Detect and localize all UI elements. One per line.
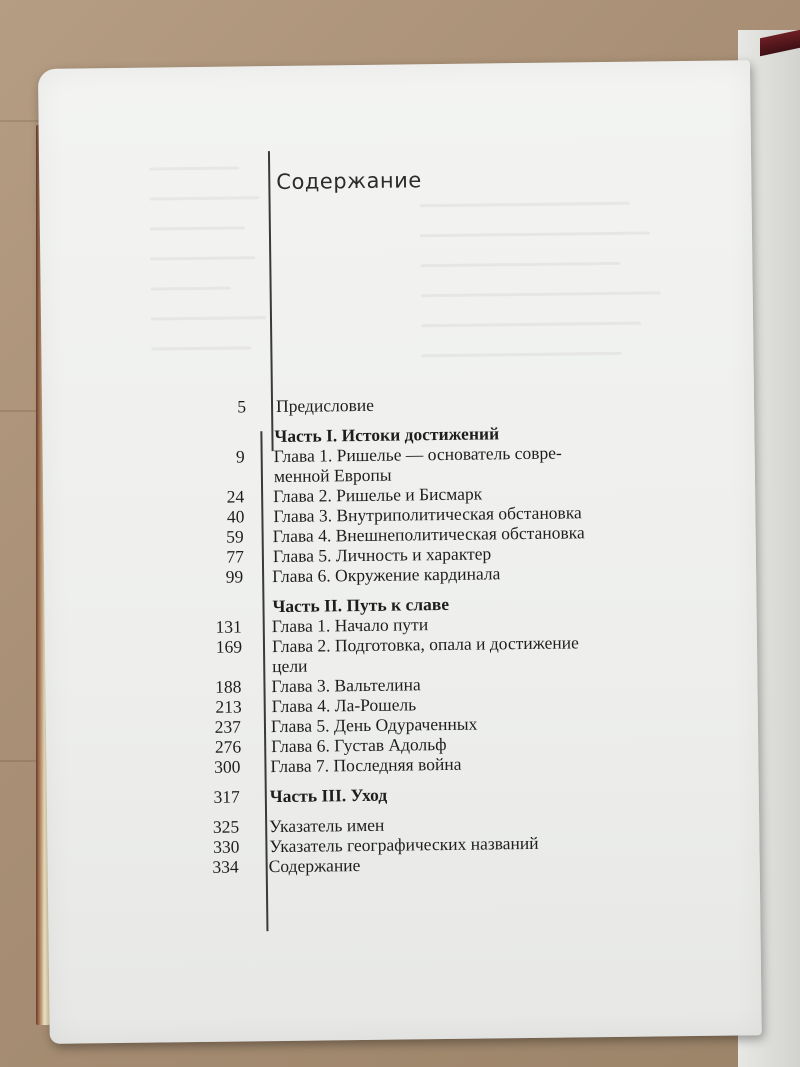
toc-page-number: 40 [226,506,245,527]
toc-title: Глава 1. Начало пути [271,614,429,637]
toc-page-number: 77 [226,546,245,567]
toc-page-number: 300 [214,756,241,777]
toc-title: Глава 5. День Одураченных [270,713,478,737]
toc-page-number: 59 [226,526,244,547]
toc-title: Указатель имен [269,814,385,837]
toc-title: Часть II. Путь к славе [272,593,450,617]
toc-page-number: 9 [235,446,245,467]
toc-page-number: 276 [214,736,242,757]
toc-entry-continuation: менной Европы [273,464,392,487]
toc-page-number: 237 [214,716,242,737]
toc-page-number: 325 [212,816,240,837]
toc-page-number: 213 [215,696,242,717]
toc-page-number: 330 [213,836,240,857]
toc-title: Глава 6. Окружение кардинала [272,563,501,587]
toc-page-number: 24 [226,486,245,507]
toc-page-number: 334 [212,856,239,877]
toc-title: Часть I. Истоки достижений [274,423,500,447]
toc-title: Глава 2. Подготовка, опала и достижение [271,632,579,657]
toc-page-number: 99 [225,566,244,587]
toc-title: Глава 7. Последняя война [270,753,462,777]
table-of-contents [42,390,760,879]
toc-page-number: 131 [215,616,242,637]
toc-title: Глава 6. Густав Адольф [271,733,447,757]
toc-title: Предисловие [275,394,375,417]
toc-entry-continuation: цели [272,655,308,677]
toc-title: Глава 3. Вальтелина [271,674,421,697]
book-page [38,60,762,1044]
toc-title: Глава 3. Внутриполитическая обстановка [273,502,582,527]
toc-page-number: 5 [237,396,247,417]
toc-page-number: 188 [215,676,242,697]
toc-title: Глава 5. Личность и характер [272,543,492,567]
toc-title: Указатель географических названий [269,832,539,857]
toc-page-number: 169 [215,636,243,657]
toc-title: Содержание [268,855,361,877]
toc-title: Часть III. Уход [269,784,388,807]
page-title: Содержание [276,168,422,195]
toc-title: Глава 1. Ришелье — основатель совре- [273,442,562,467]
toc-title: Глава 2. Ришелье и Бисмарк [273,483,483,507]
toc-page-number: 317 [213,786,240,807]
toc-title: Глава 4. Ла-Рошель [271,694,417,717]
toc-title: Глава 4. Внешнеполитическая обстановка [272,522,585,547]
